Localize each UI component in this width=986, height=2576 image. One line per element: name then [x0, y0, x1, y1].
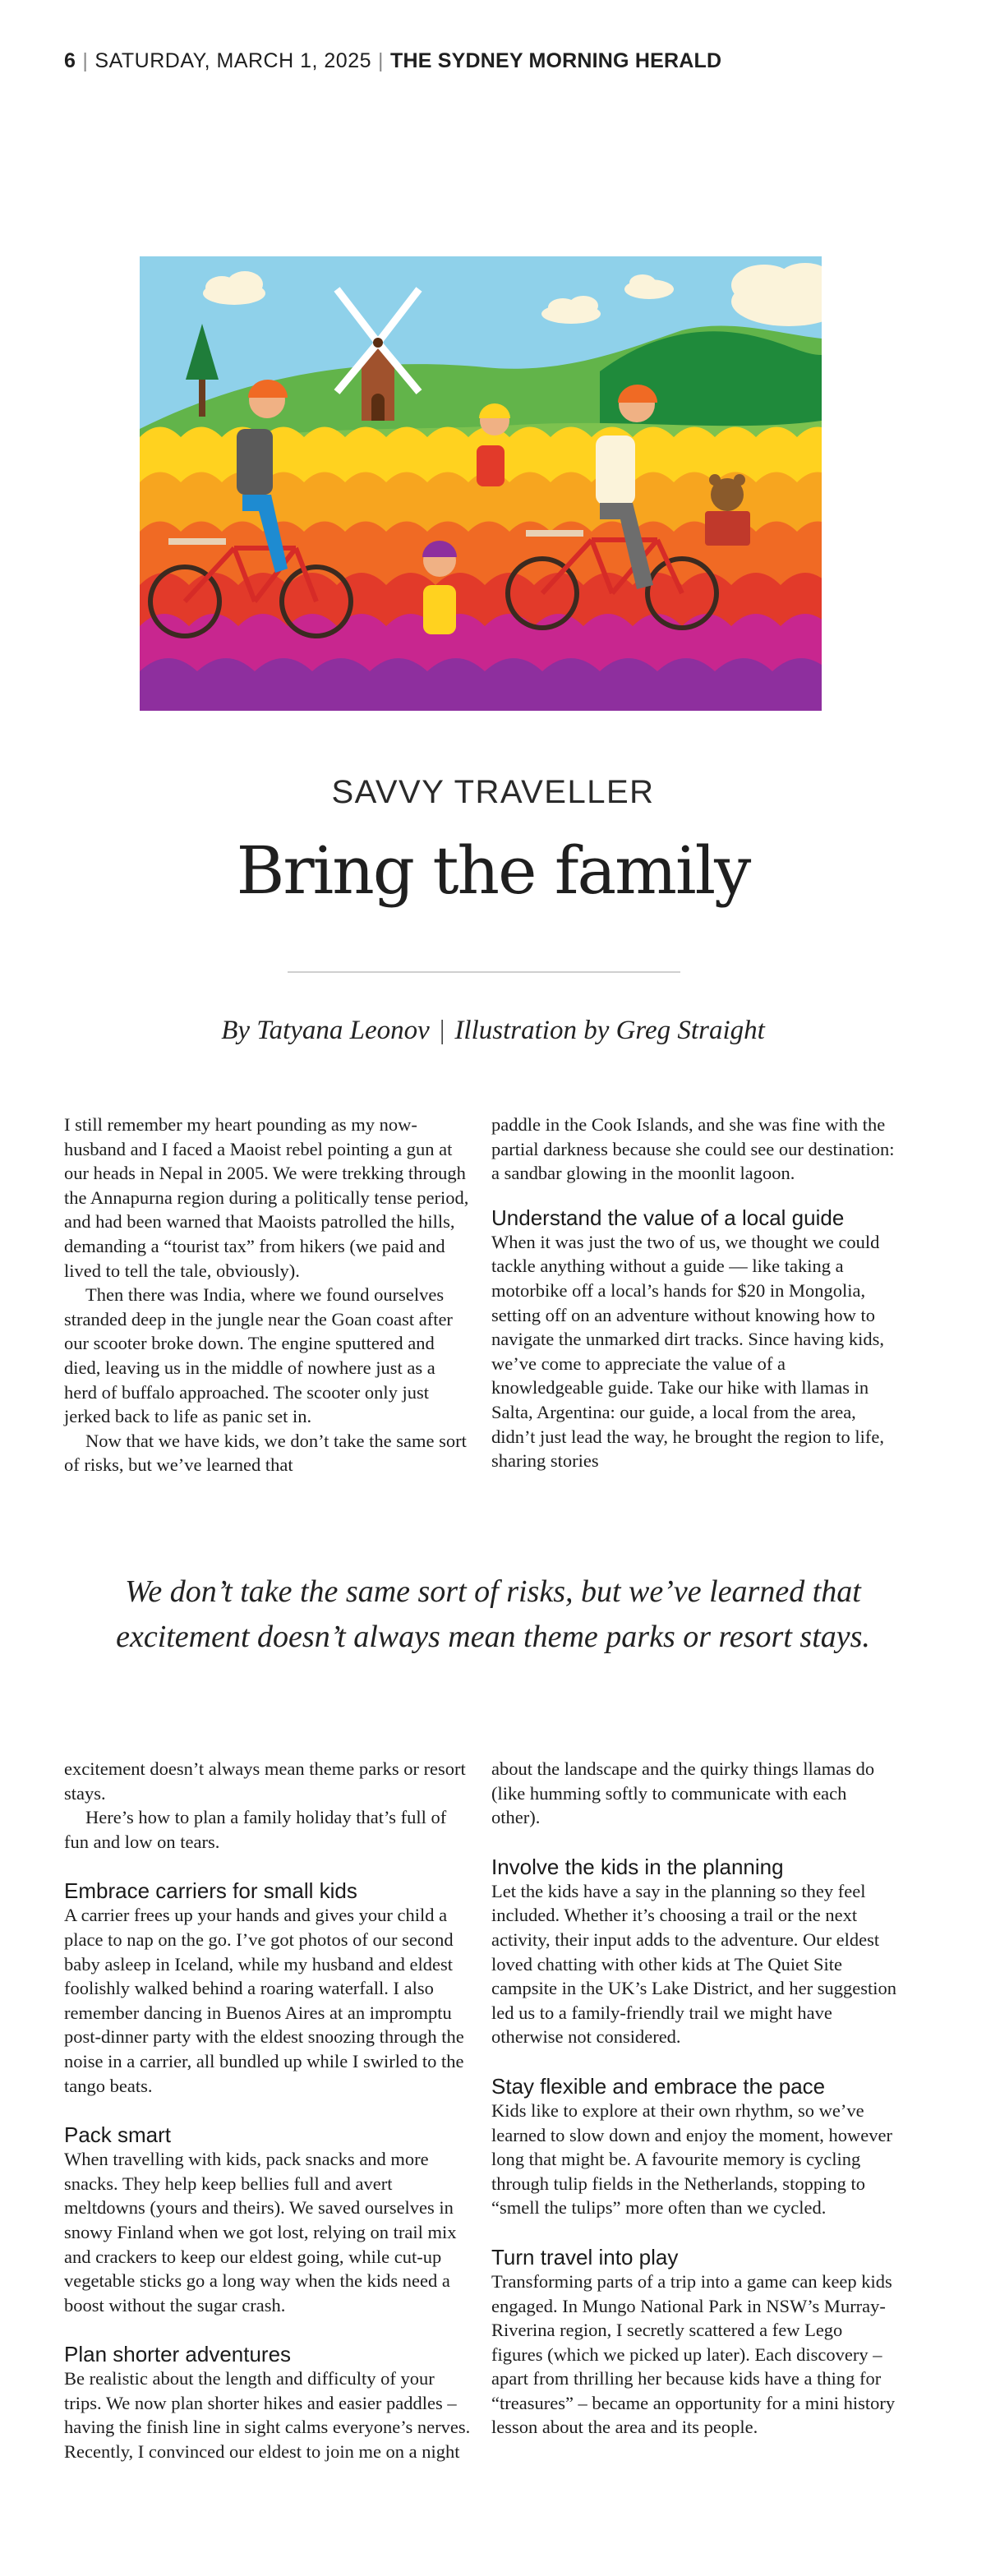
- pull-quote: We don’t take the same sort of risks, but we’ve learned that excitement doesn’t always mean theme parks or resort stays.: [116, 1574, 870, 1654]
- article-column-left-bottom: [64, 1757, 471, 2464]
- subheading: Involve the kids in the planning: [491, 1854, 784, 1879]
- paragraph: Here’s how to plan a family holiday that’s full of fun and low on tears.: [64, 1807, 447, 1852]
- paragraph: Then there was India, where we found ourselves stranded deep in the jungle near the Goan coast after our scooter broke down. The engine sputtered and died, leaving us in the middle of nowhere just as a herd of buffalo approached. The scooter only just jerked back to life as panic set in.: [64, 1284, 453, 1427]
- paragraph: When it was just the two of us, we thought we could tackle anything without a guide — like taking a motorbike off a local’s hands for $20 in Mongolia, setting off on an adventure without knowing how to navigate the unmarked dirt tracks. Since having kids, we’ve come to appreciate the value of a knowledgeable guide. Take our hike with llamas in Salta, Argentina: our guide, a local from the area, didn’t just lead the way, he brought the region to life, sharing stories: [491, 1231, 885, 1472]
- paragraph: Kids like to explore at their own rhythm, so we’ve learned to slow down and enjoy the moment, however long that might be. A favourite memory is cycling through tulip fields in the Netherlands, stopping to “smell the tulips” more often than we cycled.: [491, 2099, 893, 2219]
- paragraph: Now that we have kids, we don’t take the same sort of risks, but we’ve learned that: [64, 1430, 467, 1476]
- divider: [288, 971, 680, 973]
- article-column-right-top: [491, 1113, 898, 1473]
- article-column-left-top: [64, 1113, 471, 1477]
- page-title: Bring the family: [236, 832, 750, 909]
- masthead: THE SYDNEY MORNING HERALD: [390, 49, 722, 72]
- subheading: Pack smart: [64, 2122, 172, 2148]
- byline-divider: |: [439, 1016, 445, 1045]
- subheading: Plan shorter adventures: [64, 2342, 292, 2367]
- byline: [0, 1016, 986, 1046]
- illustrator: Illustration by Greg Straight: [454, 1016, 765, 1045]
- subheading: Stay flexible and embrace the pace: [491, 2073, 826, 2099]
- paragraph: Transforming parts of a trip into a game can keep kids engaged. In Mungo National Park in NSW’s Murray-Riverina region, I secretly scattered a few Lego figures (which we picked up later). Each discovery – apart from thrilling her because kids have a thing for “treasures” – became an opportunity for a mini history lesson about the area and its people.: [491, 2270, 896, 2438]
- paragraph: I still remember my heart pounding as my now-husband and I faced a Maoist rebel pointing a gun at our heads in Nepal in 2005. We were trekking through the Annapurna region during a politically tense period, and had been warned that Maoists patrolled the hills, demanding a “tourist tax” from hikers (we paid and lived to tell the tale, obviously).: [64, 1114, 469, 1281]
- author: By Tatyana Leonov: [221, 1016, 430, 1045]
- folio-divider: |: [378, 49, 385, 72]
- issue-date: SATURDAY, MARCH 1, 2025: [94, 49, 372, 72]
- subheading: Understand the value of a local guide: [491, 1205, 845, 1230]
- article-column-right-bottom: [491, 1757, 898, 2440]
- section-kicker: SAVVY TRAVELLER: [331, 774, 655, 810]
- subheading: Turn travel into play: [491, 2244, 679, 2270]
- folio: [64, 49, 721, 73]
- paragraph: When travelling with kids, pack snacks and more snacks. They help keep bellies full and avert meltdowns (yours and theirs). We saved ourselves in snowy Finland when we got lost, relying on trail mix and crackers to keep our eldest going, while cut-up vegetable sticks go a long way when the kids need a boost without the sugar crash.: [64, 2149, 457, 2316]
- paragraph: Let the kids have a say in the planning so they feel included. Whether it’s choosing a trail or the next activity, their input adds to the adventure. Our eldest loved chatting with other kids at The Quiet Site campsite in the UK’s Lake District, and her suggestion led us to a family-friendly trail we might have otherwise not considered.: [491, 1880, 897, 2048]
- paragraph: A carrier frees up your hands and gives your child a place to nap on the go. I’ve got photos of our second baby asleep in Iceland, while my husband and eldest foolishly walked behind a roaring waterfall. I also remember dancing in Buenos Aires at an impromptu post-dinner party with the eldest snoozing through the noise in a carrier, all bundled up while I swirled to the tango beats.: [64, 1905, 464, 2096]
- paragraph: excitement doesn’t always mean theme parks or resort stays.: [64, 1758, 466, 1804]
- paragraph: Be realistic about the length and difficulty of your trips. We now plan shorter hikes and easier paddles – having the finish line in sight calms everyone’s nerves. Recently, I convinced our eldest to join me on a night: [64, 2368, 471, 2463]
- page-number: 6: [64, 49, 76, 72]
- subheading: Embrace carriers for small kids: [64, 1878, 357, 1904]
- family-cycling-illustration-icon: [140, 256, 822, 711]
- folio-divider: |: [82, 49, 89, 72]
- paragraph: about the landscape and the quirky things llamas do (like humming softly to communicate with each other).: [491, 1758, 875, 1828]
- paragraph: paddle in the Cook Islands, and she was fine with the partial darkness because she could see our destination: a sandbar glowing in the moonlit lagoon.: [491, 1114, 895, 1184]
